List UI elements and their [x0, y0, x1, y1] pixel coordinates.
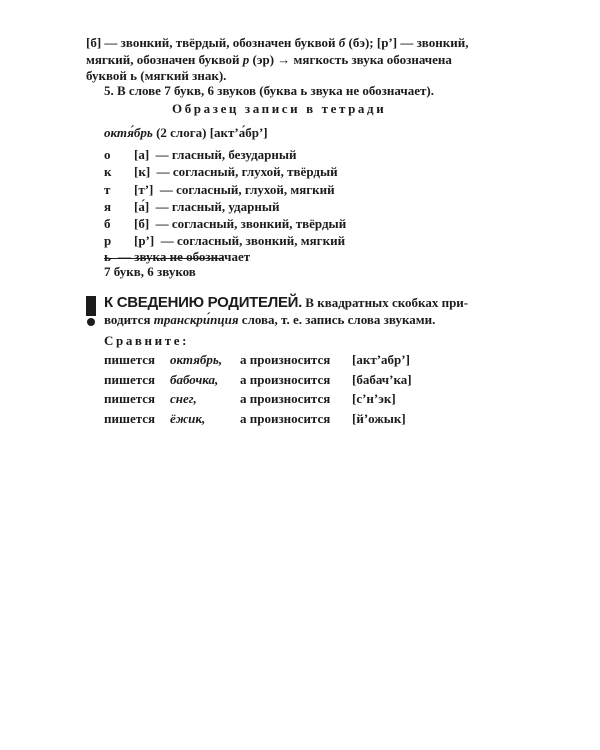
intro-line-3: буквой ь (мягкий знак).	[86, 68, 227, 83]
pronounced-label: а произносится	[240, 411, 331, 426]
phonetic-letter: я	[104, 199, 112, 214]
sample-word-transcription: (2 слога) [акт’а́бр’]	[152, 125, 268, 140]
phonetic-row	[104, 198, 279, 215]
sample-word: октя́брь	[104, 125, 153, 140]
compare-row	[104, 409, 434, 429]
note-line-2-a: водится	[104, 312, 154, 327]
intro-line-1-b: (бэ); [р’] — звонкий,	[345, 35, 469, 50]
phonetic-description: [р’] — согласный, звонкий, мягкий	[134, 233, 346, 248]
compare-row	[104, 370, 434, 390]
written-label: пишется	[104, 411, 156, 426]
written-label: пишется	[104, 391, 156, 406]
phonetic-letter: к	[104, 164, 112, 179]
sample-word-line	[104, 124, 544, 141]
exclamation-icon	[84, 296, 98, 326]
pronounced-label: а произносится	[240, 391, 331, 406]
note-line-2-b: слова, т. е. запись слова звуками.	[238, 312, 436, 327]
note-line-1-rest: В квадратных скобках при-	[302, 295, 469, 310]
transcription: [бабач’ка]	[352, 372, 412, 387]
phonetic-description: [т’] — согласный, глухой, мягкий	[134, 182, 335, 197]
note-line-1	[104, 294, 544, 311]
intro-line-2	[86, 51, 526, 68]
phonetic-letter: о	[104, 147, 111, 162]
intro-line-1-a: [б] — звонкий, твёрдый, обозначен буквой	[86, 35, 339, 50]
example-word: октябрь,	[170, 352, 223, 367]
example-word: ёжик,	[170, 411, 206, 426]
written-label: пишется	[104, 372, 156, 387]
transcription: [й’ожык]	[352, 411, 406, 426]
transcription: [акт’абр’]	[352, 352, 410, 367]
sample-total: 7 букв, 6 звуков	[104, 264, 196, 279]
phonetic-letter: р	[104, 233, 112, 248]
example-word: бабочка,	[170, 372, 219, 387]
example-word: снег,	[170, 391, 197, 406]
intro-line-1	[86, 34, 526, 51]
phonetic-description: [к] — согласный, глухой, твёрдый	[134, 164, 338, 179]
written-label: пишется	[104, 352, 156, 367]
phonetic-row	[104, 146, 297, 163]
intro-letter-r: р	[242, 52, 250, 67]
pronounced-label: а произносится	[240, 352, 331, 367]
sum-divider	[104, 258, 222, 259]
phonetic-row	[104, 181, 335, 198]
compare-row	[104, 389, 434, 409]
pronounced-label: а произносится	[240, 372, 331, 387]
phonetic-row	[104, 163, 338, 180]
transcription: [с’н’эк]	[352, 391, 396, 406]
phonetic-description: [а́] — гласный, ударный	[134, 199, 280, 214]
compare-label: Сравните:	[104, 333, 190, 348]
sample-title: Образец записи в тетради	[172, 101, 387, 116]
intro-line-2-a: мягкий, обозначен буквой	[86, 52, 243, 67]
intro-line-2-b: (эр) → мягкость звука обозначена	[249, 52, 452, 67]
phonetic-letter: т	[104, 182, 111, 197]
note-line-2	[104, 311, 544, 328]
phonetic-row	[104, 232, 345, 249]
phonetic-description: [а] — гласный, безударный	[134, 147, 297, 162]
note-heading: К СВЕДЕНИЮ РОДИТЕЛЕЙ.	[104, 294, 303, 311]
phonetic-description: [б] — согласный, звонкий, твёрдый	[134, 216, 347, 231]
intro-letter-b: б	[338, 35, 346, 50]
compare-row	[104, 350, 434, 370]
phonetic-description: — звука не обозначает	[118, 249, 251, 264]
item-5: 5. В слове 7 букв, 6 звуков (буква ь звука не обозначает).	[104, 83, 434, 98]
note-term: транскри́пция	[153, 312, 239, 327]
phonetic-letter: б	[104, 216, 111, 231]
phonetic-row	[104, 215, 346, 232]
phonetic-letter: ь	[104, 249, 111, 264]
